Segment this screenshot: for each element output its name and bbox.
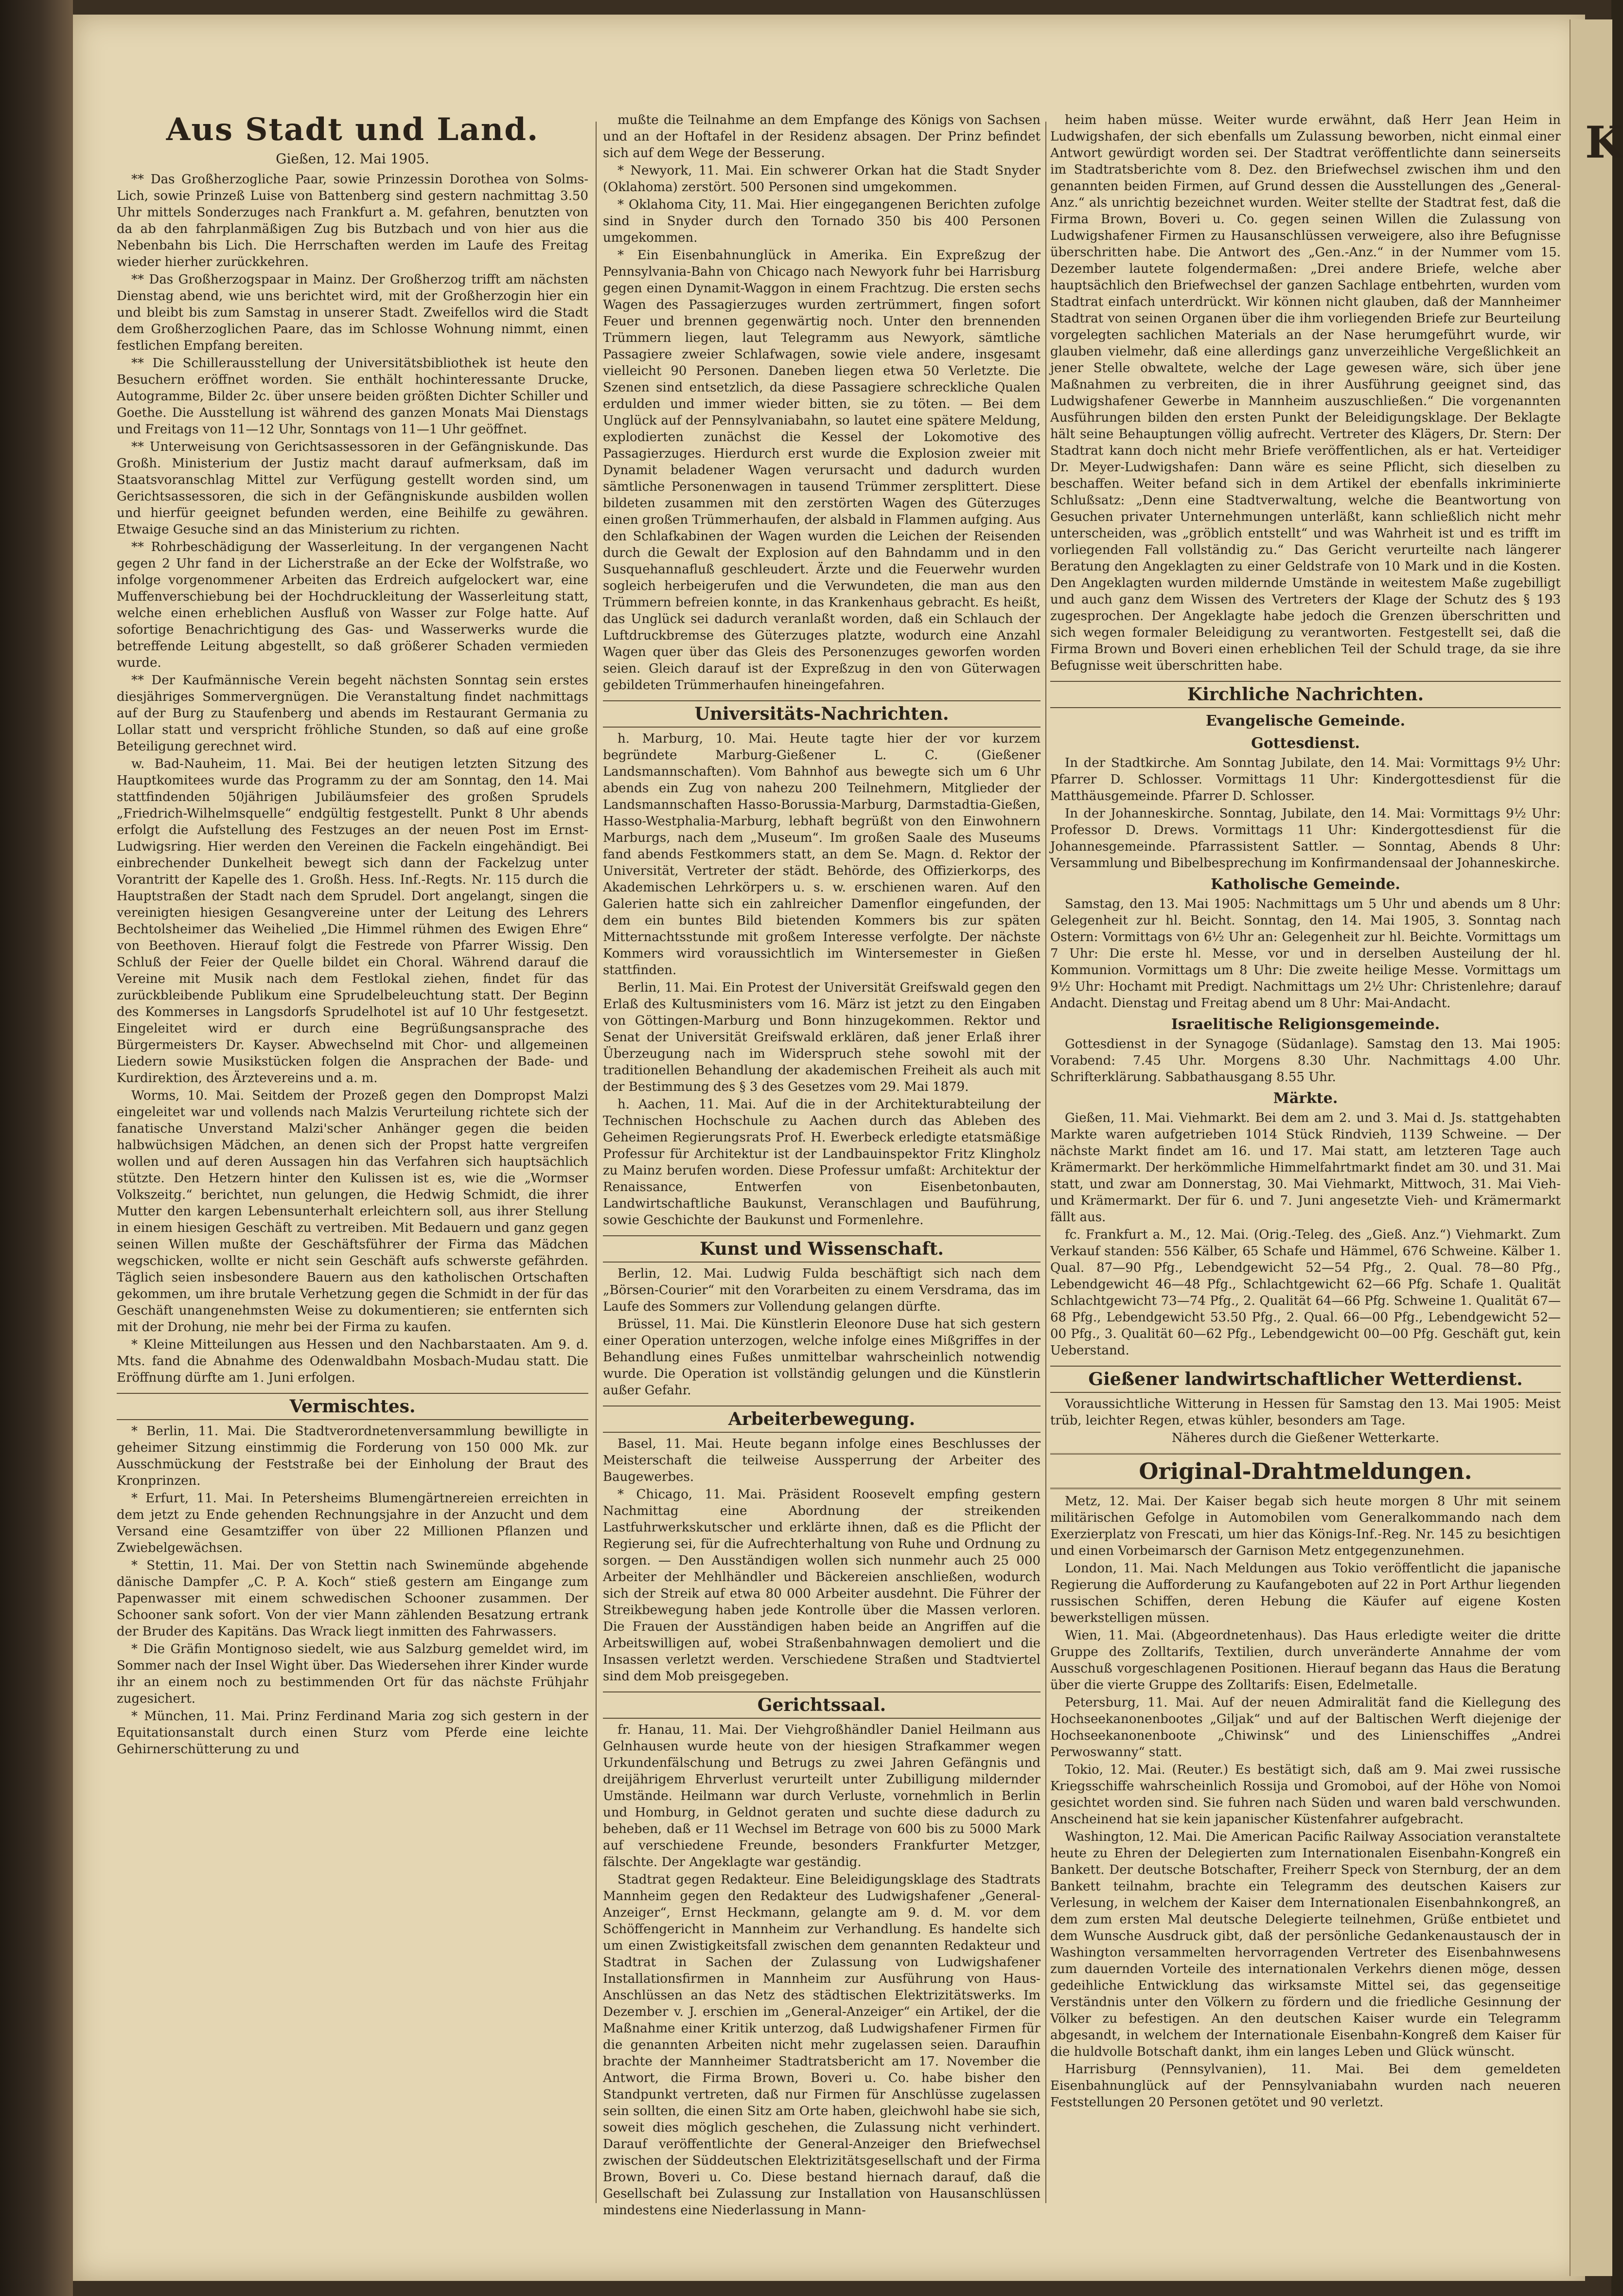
article: Brüssel, 11. Mai. Die Künstlerin Eleonore Duse hat sich gestern einer Operation unterzogen, welche infolge eines Mißgriffes in der Behandlung eines Fußes unmittelbar wahrscheinlich notwendig wurde. Die Operation ist vollständig gelungen und die Künstlerin außer Gefahr.: [603, 1317, 1041, 1398]
article: * Ein Eisenbahnunglück in Amerika. Ein Expreßzug der Pennsylvania-Bahn von Chicago nach Newyork fuhr bei Harrisburg gegen einen Dynamit-Waggon in einem Frachtzug. Die ersten sechs Wagen des Passagierzuges wurden zertrümmert, fingen sofort Feuer und brennen gegenwärtig noch. Unter den brennenden Trümmern liegen, laut Telegramm aus Newyork, sämtliche Passagiere zweier Schlafwagen, sowie viele andere, insgesamt vielleicht 90 Personen. Daneben liegen etwa 50 Verletzte. Die Szenen sind entsetzlich, da diese Passagiere schreckliche Qualen erdulden und immer wieder bitten, sie zu töten. — Bei dem Unglück auf der Pennsylvaniabahn, so lautet eine spätere Meldung, explodierten zunächst die Kessel der Lokomotive des Passagierzuges. Hierdurch erst wurde die Explosion zweier mit Dynamit beladener Wagen verursacht und dadurch wurden sämtliche Personenwagen in tausend Trümmer zersplittert. Diese bildeten zusammen mit den zerstörten Wagen des Güterzuges einen großen Trümmerhaufen, der alsbald in Flammen aufging. Aus den Schlafkabinen der Wagen wurden die Leichen der Reisenden durch die Gewalt der Explosion auf den Bahndamm und in den Susquehannafluß geschleudert. Ärzte und die Feuerwehr wurden sogleich herbeigerufen und die Verwundeten, die man aus den Trümmern befreien konnte, in das Krankenhaus gebracht. Es heißt, das Unglück sei dadurch veranlaßt worden, daß ein Schlauch der Luftdruckbremse des Güterzuges platzte, wodurch eine Anzahl Wagen quer über das Gleis des Personenzuges geworfen worden seien. Gleich darauf ist der Expreßzug in den von Güterwagen gebildeten Trümmerhaufen hineingefahren.: [603, 248, 1041, 693]
column-rule-1: [596, 122, 597, 2203]
article: * Oklahoma City, 11. Mai. Hier eingegangenen Berichten zufolge sind in Snyder durch den Tornado 350 bis 400 Personen umgekommen.: [603, 197, 1041, 245]
book-binding: [0, 0, 73, 2296]
article: Basel, 11. Mai. Heute begann infolge eines Beschlusses der Meisterschaft die teilweise Aussperrung der Arbeiter des Baugewerbes.: [603, 1437, 1041, 1484]
article: Metz, 12. Mai. Der Kaiser begab sich heute morgen 8 Uhr mit seinem militärischen Gefolge in Automobilen vom Generalkommando nach dem Exerzierplatz von Frescati, um hier das Königs-Inf.-Reg. Nr. 145 zu besichtigen und einen Vorbeimarsch der Garnison Metz entgegenzunehmen.: [1050, 1494, 1561, 1558]
article: London, 11. Mai. Nach Meldungen aus Tokio veröffentlicht die japanische Regierung die Aufforderung zu Kaufangeboten auf 22 in Port Arthur liegenden russischen Schiffen, deren Hebung die Käufer auf eigene Kosten bewerkstelligen müssen.: [1050, 1561, 1561, 1625]
subheading-maerkte: Märkte.: [1273, 1090, 1338, 1107]
article: fr. Hanau, 11. Mai. Der Viehgroßhändler Daniel Heilmann aus Gelnhausen wurde heute von der hiesigen Strafkammer wegen Urkundenfälschung und Betrugs zu zwei Jahren Gefängnis und dreijährigem Ehrverlust verurteilt unter Zubilligung mildernder Umstände. Heilmann war durch Verluste, vornehmlich in Berlin und Homburg, in Geldnot geraten und suchte diese dadurch zu beheben, daß er 11 Wechsel im Betrage von 600 bis zu 5000 Mark auf verschiedene Freunde, besonders Frankfurter Metzger, fälschte. Der Angeklagte war geständig.: [603, 1723, 1041, 1869]
article: mußte die Teilnahme an dem Empfange des Königs von Sachsen und an der Hoftafel in der Residenz absagen. Der Prinz befindet sich auf dem Wege der Besserung.: [603, 113, 1041, 160]
article: h. Marburg, 10. Mai. Heute tagte hier der vor kurzem begründete Marburg-Gießener L. C. (Gießener Landsmannschaften). Vom Bahnhof aus bewegte sich um 6 Uhr abends ein Zug von nahezu 200 Teilnehmern, Mitglieder der Landsmannschaften Hasso-Borussia-Marburg, Darmstadtia-Gießen, Hasso-Westphalia-Marburg, lebhaft begrüßt von den Einwohnern Marburgs, nach dem „Museum“. Im großen Saale des Museums fand abends Festkommers statt, an dem Se. Magn. d. Rektor der Universität, Vertreter der städt. Behörde, des Offizierkorps, des Akademischen Lehrkörpers u. s. w. erschienen waren. Auf den Galerien hatte sich ein zahlreicher Damenflor eingefunden, der dem ein buntes Bild bietenden Kommers bis zur späten Mitternachtsstunde mit großem Interesse verfolgte. Der nächste Kommers wird voraussichtlich im Wintersemester in Gießen stattfinden.: [603, 731, 1041, 978]
article: * Stettin, 11. Mai. Der von Stettin nach Swinemünde abgehende dänische Dampfer „C. P. A. Koch“ stieß gestern am Eingange zum Papenwasser mit einem schwedischen Schooner zusammen. Der Schooner sank sofort. Von der vier Mann zählenden Besatzung ertrank der Bruder des Kapitäns. Das Wrack liegt inmitten des Fahrwassers.: [117, 1558, 588, 1639]
column-1: [117, 112, 588, 2213]
subheading-gottesdienst: Gottesdienst.: [1251, 735, 1360, 752]
section-heading-arbeiterbewegung: Arbeiterbewegung.: [603, 1406, 1041, 1433]
article: ** Rohrbeschädigung der Wasserleitung. In der vergangenen Nacht gegen 2 Uhr fand in der Licherstraße an der Ecke der Wolfstraße, wo infolge vorgenommener Arbeiten das Erdreich aufgelockert war, eine Muffenverschiebung bei der Hochdruckleitung der Wasserleitung statt, welche einen erheblichen Ausfluß von Wasser zur Folge hatte. Auf sofortige Benachrichtigung des Gas- und Wasserwerks wurde die betreffende Leitung abgestellt, so daß größerer Schaden vermieden wurde.: [117, 540, 588, 670]
column-rule-2: [1045, 122, 1046, 2203]
next-page-edge: [1570, 19, 1623, 2276]
article: * Kleine Mitteilungen aus Hessen und den Nachbarstaaten. Am 9. d. Mts. fand die Abnahme des Odenwaldbahn Mosbach-Mudau statt. Die Eröffnung dürfte am 1. Juni erfolgen.: [117, 1337, 588, 1385]
article: Harrisburg (Pennsylvanien), 11. Mai. Bei dem gemeldeten Eisenbahnunglück auf der Pennsylvaniabahn wurden nach neueren Feststellungen 20 Personen getötet und 90 verletzt.: [1050, 2062, 1561, 2110]
article: In der Johanneskirche. Sonntag, Jubilate, den 14. Mai: Vormittags 9½ Uhr: Professor D. Drews. Vormittags 11 Uhr: Kindergottesdienst für die Johannesgemeinde. Pfarrassistent Sattler. — Sonntag, Abends 8 Uhr: Versammlung und Bibelbesprechung im Konfirmandensaal der Johanneskirche.: [1050, 806, 1561, 871]
section-heading-original-drahtmeldungen: Original-Drahtmeldungen.: [1050, 1453, 1561, 1489]
section-heading-kirchliche-nachrichten: Kirchliche Nachrichten.: [1050, 681, 1561, 708]
section-heading-kunst-und-wissenschaft: Kunst und Wissenschaft.: [603, 1235, 1041, 1263]
section-heading-vermischtes: Vermischtes.: [117, 1393, 588, 1420]
article: fc. Frankfurt a. M., 12. Mai. (Orig.-Teleg. des „Gieß. Anz.“) Viehmarkt. Zum Verkauf standen: 556 Kälber, 65 Schafe und Hämmel, 676 Schweine. Kälber 1. Qual. 87—90 Pfg., Lebendgewicht 52—54 Pfg., 2. Qual. 78—80 Pfg., Lebendgewicht 46—48 Pfg., Schlachtgewicht 62—66 Pfg. Schafe 1. Qualität Schlachtgewicht 73—74 Pfg., 2. Qualität 64—66 Pfg. Schweine 1. Qualität 67—68 Pfg., Lebendgewicht 53.50 Pfg., 2. Qual. 66—00 Pfg., Lebendgewicht 52—00 Pfg., 3. Qualität 60—62 Pfg., Lebendgewicht 00—00 Pfg. Geschäft gut, kein Ueberstand.: [1050, 1228, 1561, 1358]
article: Gottesdienst in der Synagoge (Südanlage). Samstag den 13. Mai 1905: Vorabend: 7.45 Uhr. Morgens 8.30 Uhr. Nachmittags 4.00 Uhr. Schrifterklärung. Sabbathausgang 8.55 Uhr.: [1050, 1037, 1561, 1085]
article: * Die Gräfin Montignoso siedelt, wie aus Salzburg gemeldet wird, im Sommer nach der Insel Wight über. Das Wiedersehen ihrer Kinder wurde ihr an einem noch zu bestimmenden Ort für das nächste Frühjahr zugesichert.: [117, 1642, 588, 1706]
subheading-israelitische-religionsgemeinde: Israelitische Religionsgemeinde.: [1171, 1016, 1440, 1033]
section-heading-gerichtssaal: Gerichtssaal.: [603, 1691, 1041, 1719]
article: Samstag, den 13. Mai 1905: Nachmittags um 5 Uhr und abends um 8 Uhr: Gelegenheit zur hl. Beicht. Sonntag, den 14. Mai 1905, 3. Sonntag nach Ostern: Vormittags von 6½ Uhr an: Gelegenheit zur hl. Beichte. Vormittags um 7 Uhr: Die erste hl. Messe, vor und in derselben Austeilung der hl. Kommunion. Vormittags um 8 Uhr: Die zweite heilige Messe. Vormittags um 9½ Uhr: Hochamt mit Predigt. Nachmittags um 2½ Uhr: Christenlehre; darauf Andacht. Dienstag und Freitag abend um 8 Uhr: Mai-Andacht.: [1050, 897, 1561, 1011]
article: * Chicago, 11. Mai. Präsident Roosevelt empfing gestern Nachmittag eine Abordnung der streikenden Lastfuhrwerkskutscher und erklärte ihnen, daß es die Pflicht der Regierung sei, für die Aufrechterhaltung von Ruhe und Ordnung zu sorgen. — Den Ausständigen wollen sich nunmehr auch 25 000 Arbeiter der Mehlhändler und Bäckereien anschließen, wodurch sich der Streik auf etwa 80 000 Arbeiter ausdehnt. Die Führer der Streikbewegung haben jede Kontrolle über die Massen verloren. Die Frauen der Ausständigen haben beide an Angriffen auf die Arbeitswilligen auf, wobei Straßenbahnwagen demoliert und die Insassen verletzt werden. Verschiedene Straßen und Stadtviertel sind dem Mob preisgegeben.: [603, 1487, 1041, 1684]
article-note: Näheres durch die Gießener Wetterkarte.: [1171, 1431, 1440, 1445]
article: Worms, 10. Mai. Seitdem der Prozeß gegen den Dompropst Malzi eingeleitet war und vollends nach Malzis Verurteilung richtete sich der fanatische Unverstand Malzi'scher Anhänger gegen die beiden halbwüchsigen Mädchen, an denen sich der Propst hatte vergreifen wollen und auf deren Aussagen hin das Verfahren sich hauptsächlich stützte. Den Hetzern hinter den Kulissen ist es, wie die „Wormser Volkszeitg.“ berichtet, nun gelungen, die Hedwig Schmidt, die ihrer Mutter den kargen Lebensunterhalt erleichtern soll, aus ihrer Stellung in einem hiesigen Geschäft zu vertreiben. Mit Bedauern und ganz gegen seinen Willen mußte der Geschäftsführer der Firma das Mädchen wegschicken, wollte er nicht sein Geschäft aufs schwerste gefährden. Täglich seien insbesondere Bauern aus den katholischen Ortschaften gekommen, um ihre brutale Verhetzung gegen die Schmidt in der für das Geschäft unangenehmsten Weise zu dokumentieren; sie entfernten sich mit der Drohung, nie mehr bei der Firma zu kaufen.: [117, 1088, 588, 1335]
article: h. Aachen, 11. Mai. Auf die in der Architekturabteilung der Technischen Hochschule zu Aachen durch das Ableben des Geheimen Regierungsrats Prof. H. Ewerbeck erledigte etatsmäßige Professur für Architektur ist der Landbauinspektor Fritz Klingholz zu Mainz berufen worden. Diese Professur umfaßt: Architektur der Renaissance, Entwerfen von Eisenbetonbauten, Landwirtschaftliche Baukunst, Veranschlagen und Bauführung, sowie Geschichte der Baukunst und Formenlehre.: [603, 1097, 1041, 1228]
article: Petersburg, 11. Mai. Auf der neuen Admiralität fand die Kiellegung des Hochseekanonenbootes „Giljak“ und auf der Baltischen Werft diejenige der Hochseekanonenboote „Chiwinsk“ und des Linienschiffes „Andrei Perwoswanny“ statt.: [1050, 1695, 1561, 1760]
article: In der Stadtkirche. Am Sonntag Jubilate, den 14. Mai: Vormittags 9½ Uhr: Pfarrer D. Schlosser. Vormittags 11 Uhr: Kindergottesdienst für die Matthäusgemeinde. Pfarrer D. Schlosser.: [1050, 756, 1561, 803]
article: * Erfurt, 11. Mai. In Petersheims Blumengärtnereien erreichten in dem jetzt zu Ende gehenden Rechnungsjahre in der Anzucht und dem Versand eine Gesamtziffer von über 22 Millionen Pflanzen und Zwiebelgewächsen.: [117, 1491, 588, 1555]
article: Voraussichtliche Witterung in Hessen für Samstag den 13. Mai 1905: Meist trüb, leichter Regen, etwas kühler, besonders am Tage.: [1050, 1397, 1561, 1428]
dateline: Gießen, 12. Mai 1905.: [276, 151, 429, 167]
column-2: [603, 112, 1041, 2218]
article: Tokio, 12. Mai. (Reuter.) Es bestätigt sich, daß am 9. Mai zwei russische Kriegsschiffe wahrscheinlich Rossija und Gromoboi, auf der Höhe von Nomoi gesichtet worden sind. Sie fuhren nach Süden und waren bald verschwunden. Anscheinend hat sie kein japanischer Küstenfahrer aufgebracht.: [1050, 1762, 1561, 1827]
article: Berlin, 11. Mai. Ein Protest der Universität Greifswald gegen den Erlaß des Kultusministers vom 16. März ist jetzt zu den Eingaben von Göttingen-Marburg und Bonn hinzugekommen. Rektor und Senat der Universität Greifswald erklären, daß jener Erlaß ihrer Überzeugung nach im Widerspruch stehe sowohl mit der traditionellen Behandlung der akademischen Freiheit als auch mit der Bestimmung des § 3 des Gesetzes vom 29. Mai 1879.: [603, 980, 1041, 1094]
section-heading-universitaets-nachrichten: Universitäts-Nachrichten.: [603, 700, 1041, 728]
article: Wien, 11. Mai. (Abgeordnetenhaus). Das Haus erledigte weiter die dritte Gruppe des Zolltarifs, Textilien, durch unveränderte Annahme der vom Ausschuß vorgeschlagenen Positionen. Hierauf begann das Haus die Beratung über die vierte Gruppe des Zolltarifs: Eisen, Edelmetalle.: [1050, 1628, 1561, 1692]
article: Berlin, 12. Mai. Ludwig Fulda beschäftigt sich nach dem „Börsen-Courier“ mit den Vorarbeiten zu einem Versdrama, das im Laufe des Sommers zur Vollendung gelangen dürfte.: [603, 1266, 1041, 1314]
article: ** Die Schillerausstellung der Universitätsbibliothek ist heute den Besuchern eröffnet worden. Sie enthält hochinteressante Drucke, Autogramme, Bilder 2c. über unsere beiden größten Dichter Schiller und Goethe. Die Ausstellung ist während des ganzen Monats Mai Dienstags und Freitags von 11—12 Uhr, Sonntags von 11—1 Uhr geöffnet.: [117, 356, 588, 437]
subheading-katholische-gemeinde: Katholische Gemeinde.: [1211, 876, 1400, 893]
article: ** Das Großherzogspaar in Mainz. Der Großherzog trifft am nächsten Dienstag abend, wie uns berichtet wird, mit der Großherzogin hier ein und bleibt bis zum Samstag in unserer Stadt. Zweifellos wird die Stadt dem Großherzoglichen Paare, das im Schlosse Wohnung nimmt, einen festlichen Empfang bereiten.: [117, 272, 588, 353]
article: ** Der Kaufmännische Verein begeht nächsten Sonntag sein erstes diesjähriges Sommervergnügen. Die Veranstaltung findet nachmittags auf der Burg zu Staufenberg und abends im Restaurant Germania zu Lollar statt und verspricht fröhliche Stunden, so daß auf eine große Beteiligung gerechnet wird.: [117, 673, 588, 754]
article: w. Bad-Nauheim, 11. Mai. Bei der heutigen letzten Sitzung des Hauptkomitees wurde das Programm zu der am Sonntag, den 14. Mai stattfindenden 50jährigen Jubiläumsfeier des großen Sprudels „Friedrich-Wilhelmsquelle“ endgültig festgestellt. Punkt 8 Uhr abends erfolgt die Aufstellung des Festzuges an der neuen Post im Ernst-Ludwigsring. Hier werden den Vereinen die Fackeln eingehändigt. Bei einbrechender Dunkelheit bewegt sich dann der Fackelzug unter Vorantritt der Kapelle des 1. Großh. Hess. Inf.-Regts. Nr. 115 durch die Hauptstraßen der Stadt nach dem Sprudel. Dort angelangt, singen die vereinigten hiesigen Gesangvereine unter der Leitung des Lehrers Bechtolsheimer das Weihelied „Die Himmel rühmen des Ewigen Ehre“ von Beethoven. Hierauf folgt die Festrede von Pfarrer Wissig. Den Schluß der Feier der Quelle bildet ein Choral. Während darauf die Vereine mit Musik nach dem Festlokal ziehen, findet für das zurückbleibende Publikum eine Sprudelbeleuchtung statt. Der Beginn des Kommerses in Langsdorfs Sprudelhotel ist auf 10 Uhr festgesetzt. Eingeleitet wird er durch eine Begrüßungsansprache des Bürgermeisters Dr. Kayser. Abwechselnd mit Chor- und allgemeinen Liedern sowie Musikstücken folgen die Ansprachen der Bade- und Kurdirektion, des Ärztevereins und a. m.: [117, 757, 588, 1086]
column-3: [1050, 112, 1561, 2213]
article: Gießen, 11. Mai. Viehmarkt. Bei dem am 2. und 3. Mai d. Js. stattgehabten Markte waren aufgetrieben 1014 Stück Rindvieh, 1139 Schweine. — Der nächste Markt findet am 16. und 17. Mai statt, am letzteren Tage auch Krämermarkt. Der herkömmliche Himmelfahrtmarkt findet am 30. und 31. Mai statt, und zwar am Donnerstag, 30. Mai Viehmarkt, Mittwoch, 31. Mai Vieh- und Krämermarkt. Der für 6. und 7. Juni angesetzte Vieh- und Krämermarkt fällt aus.: [1050, 1111, 1561, 1225]
next-page-glyph: K: [1585, 117, 1623, 168]
article: ** Das Großherzogliche Paar, sowie Prinzessin Dorothea von Solms-Lich, sowie Prinzeß Luise von Battenberg sind gestern nachmittag 3.50 Uhr mittels Sonderzuges nach Frankfurt a. M. gefahren, benutzten von da ab den fahrplanmäßigen Zug bis Butzbach und von hier aus die Nebenbahn bis Lich. Die Herrschaften werden im Laufe des Freitag wieder hierher zurückkehren.: [117, 172, 588, 269]
subheading-evangelische-gemeinde: Evangelische Gemeinde.: [1205, 712, 1406, 730]
article: * München, 11. Mai. Prinz Ferdinand Maria zog sich gestern in der Equitationsanstalt durch einen Sturz vom Pferde eine leichte Gehirnerschütterung zu und: [117, 1709, 588, 1757]
article: * Berlin, 11. Mai. Die Stadtverordnetenversammlung bewilligte in geheimer Sitzung einstimmig die Forderung von 150 000 Mk. zur Ausschmückung der Feststraße bei der Einholung der Braut des Kronprinzen.: [117, 1424, 588, 1488]
masthead: Aus Stadt und Land.: [166, 111, 539, 148]
article: Washington, 12. Mai. Die American Pacific Railway Association veranstaltete heute zu Ehren der Delegierten zum Internationalen Eisenbahn-Kongreß ein Bankett. Der deutsche Botschafter, Freiherr Speck von Sternburg, der an dem Bankett teilnahm, brachte ein Telegramm des deutschen Kaisers zur Verlesung, in welchem der Kaiser dem Internationalen Eisenbahnkongreß, an dem zum ersten Mal deutsche Delegierte teilnehmen, Grüße entbietet und dem Wunsche Ausdruck gibt, daß der persönliche Gedankenaustausch der in Washington versammelten hervorragenden Vertreter des Eisenbahnwesens zum dauernden Vorteile des internationalen Verkehrs dienen möge, dessen gedeihliche Entwicklung das wirksamste Mittel sei, das gegenseitige Verständnis unter den Völkern zu fördern und die friedliche Gesinnung der Völker zu befestigen. An den deutschen Kaiser wurde ein Telegramm abgesandt, in welchem der Internationale Eisenbahn-Kongreß dem Kaiser für die huldvolle Botschaft dankt, ihm ein langes Leben und Glück wünscht.: [1050, 1830, 1561, 2059]
section-heading-wetterdienst: Gießener landwirtschaftlicher Wetterdienst.: [1050, 1366, 1561, 1393]
article: * Newyork, 11. Mai. Ein schwerer Orkan hat die Stadt Snyder (Oklahoma) zerstört. 500 Personen sind umgekommen.: [603, 163, 1041, 195]
article: Stadtrat gegen Redakteur. Eine Beleidigungsklage des Stadtrats Mannheim gegen den Redakteur des Ludwigshafener „General-Anzeiger“, Ernst Heckmann, gelangte am 9. d. M. vor dem Schöffengericht in Mannheim zur Verhandlung. Es handelte sich um einen Zwistigkeitsfall zwischen dem genannten Redakteur und Stadtrat in Sachen der Zulassung von Ludwigshafener Installationsfirmen in Mannheim zur Ausführung von Haus-Anschlüssen an das Netz des städtischen Elektrizitätswerks. Im Dezember v. J. erschien im „General-Anzeiger“ ein Artikel, der die Maßnahme einer Kritik unterzog, daß Ludwigshafener Firmen für die genannten Arbeiten nicht mehr zugelassen seien. Daraufhin brachte der Mannheimer Stadtratsbericht am 17. November die Antwort, die Firma Brown, Boveri u. Co. habe bisher den Standpunkt vertreten, daß nur Firmen für Anschlüsse zugelassen sein sollten, die einen Sitz am Orte haben, gleichwohl habe sie sich, soweit dies möglich geschehen, die Zulassung nicht verhindert. Darauf veröffentlichte der General-Anzeiger den Briefwechsel zwischen der Süddeutschen Elektrizitätsgesellschaft und der Firma Brown, Boveri u. Co. Diese bestand hiernach darauf, daß die Gesellschaft bei Zulassung zur Installation von Hausanschlüssen mindestens eine Niederlassung in Mann-: [603, 1872, 1041, 2218]
article: heim haben müsse. Weiter wurde erwähnt, daß Herr Jean Heim in Ludwigshafen, der sich ebenfalls um Zulassung beworben, nicht einmal einer Antwort gewürdigt worden sei. Der Stadtrat veröffentlichte dann seinerseits im Stadtratsberichte vom 8. Dez. den Briefwechsel zwischen ihm und den genannten beiden Firmen, auf Grund dessen die Ausstellungen des „General-Anz.“ als unrichtig bezeichnet wurden. Weiter stellte der Stadtrat fest, daß die Firma Brown, Boveri u. Co. gegen seinen Willen die Zulassung von Ludwigshafener Firmen zu Hausanschlüssen verweigere, also ihre Befugnisse überschritten habe. Die Antwort des „Gen.-Anz.“ in der Nummer vom 15. Dezember lautete folgendermaßen: „Drei andere Briefe, welche aber hauptsächlich den Briefwechsel der ganzen Sachlage entbehrten, wurden vom Stadtrat einfach unterdrückt. Wir können nicht glauben, daß der Mannheimer Stadtrat von seinen Organen über die ihm vorliegenden Briefe zur Beurteilung vorgelegten sachlichen Materials an der Nase herumgeführt wurde, wir glauben vielmehr, daß eine allerdings ganz unverzeihliche Vergeßlichkeit an jener Stelle obwaltete, welche der Lage gewesen wäre, sich über jene Maßnahmen zu verbreiten, die in ihrer Ausführung geeignet sind, das Ludwigshafener Gewerbe in Mannheim auszuschließen.“ Die vorgenannten Ausführungen bilden den ersten Punkt der Beleidigungsklage. Der Beklagte hält seine Behauptungen völlig aufrecht. Vertreter des Klägers, Dr. Stern: Der Stadtrat kann doch nicht mehr Briefe veröffentlichen, als er hat. Verteidiger Dr. Meyer-Ludwigshafen: Dann wäre es seine Pflicht, sich dieselben zu beschaffen. Weiter befand sich in dem Artikel der ebenfalls inkriminierte Schlußsatz: „Denn eine Stadtverwaltung, welche die Beantwortung von Gesuchen privater Unternehmungen unterläßt, kann schließlich nicht mehr unterscheiden, was „gröblich entstellt“ und was Wahrheit ist und es trifft im vorliegenden Fall vollständig zu.“ Das Gericht verurteilte nach längerer Beratung den Angeklagten zu einer Geldstrafe von 10 Mark und in die Kosten. Den Angeklagten wurden mildernde Umstände in weitestem Maße zugebilligt und auch ganz dem Wissen des Vertreters der Klage der Schutz des § 193 zugesprochen. Der Angeklagte habe jedoch die Grenzen überschritten und sich wegen formaler Beleidigung zu verantworten. Festgestellt sei, daß die Firma Brown und Boveri einen erheblichen Teil der Schuld trage, da sie ihre Befugnisse weit überschritten habe.: [1050, 113, 1561, 673]
article: ** Unterweisung von Gerichtsassessoren in der Gefängniskunde. Das Großh. Ministerium der Justiz macht darauf aufmerksam, daß im Staatsvoranschlag Mittel zur Verfügung gestellt worden sind, um Gerichtsassessoren, die sich in der Gefängniskunde ausbilden wollen und hierfür geeignet befunden werden, eine Beihilfe zu gewähren. Etwaige Gesuche sind an das Ministerium zu richten.: [117, 440, 588, 537]
